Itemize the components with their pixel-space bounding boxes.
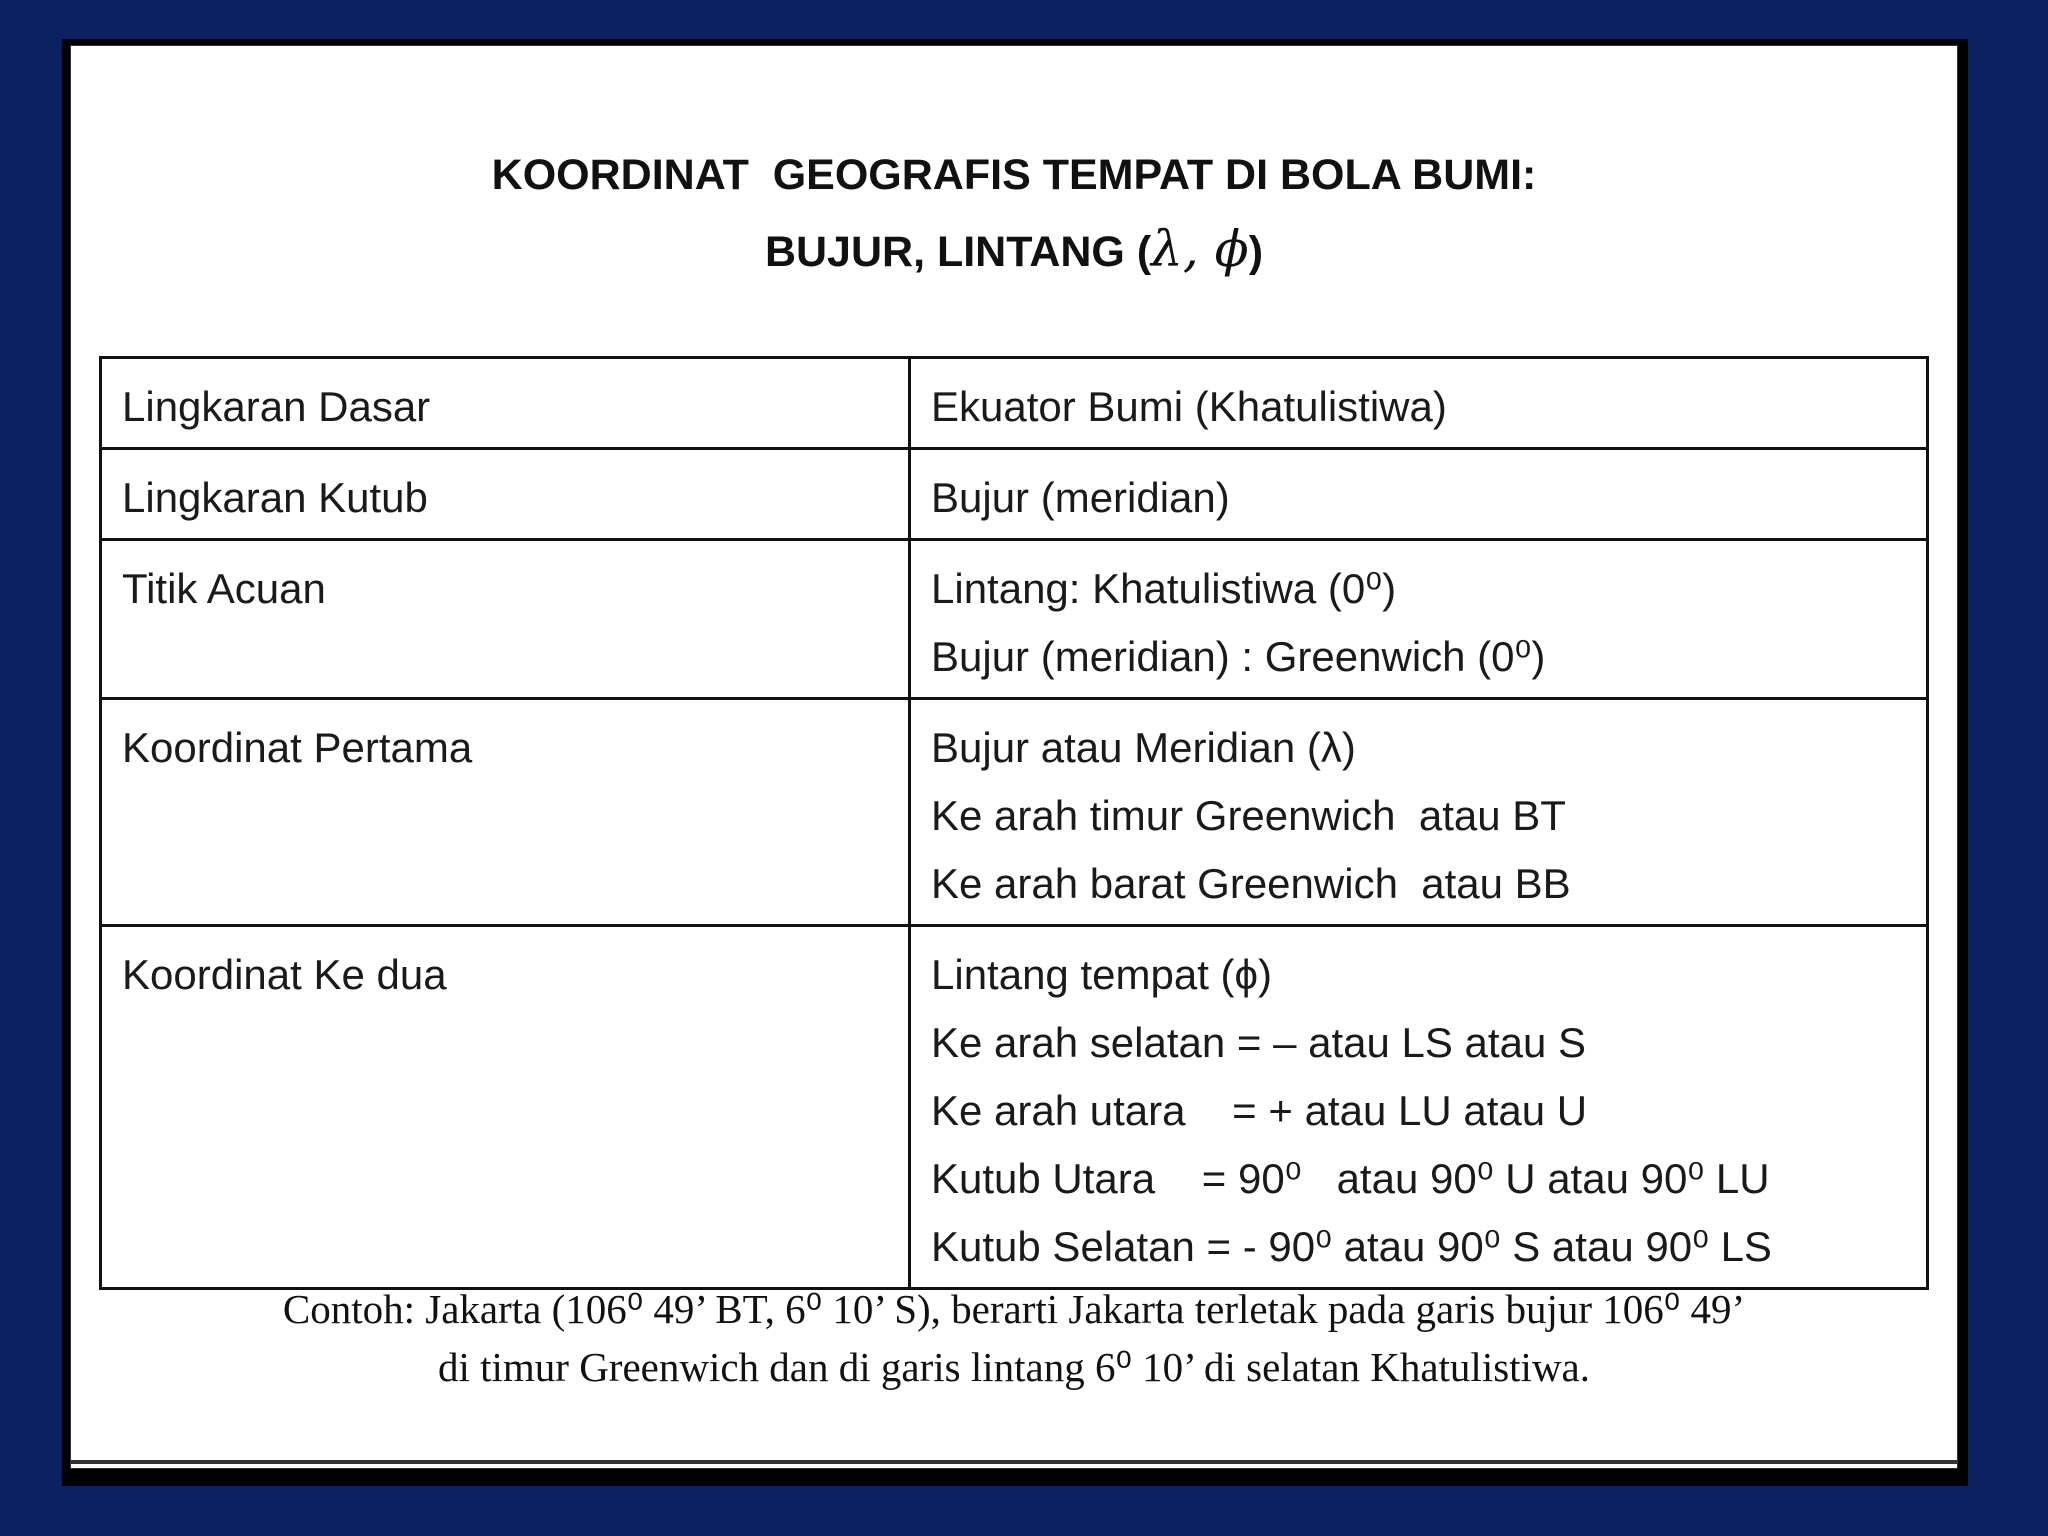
row-value: [910, 699, 1928, 926]
value-line: Kutub Utara = 90⁰ atau 90⁰ U atau 90⁰ LU: [931, 1155, 1770, 1202]
value-line: Kutub Selatan = - 90⁰ atau 90⁰ S atau 90⁰ LS: [931, 1223, 1772, 1270]
row-label: Lingkaran Dasar: [101, 358, 910, 449]
value-line: Ke arah utara = + atau LU atau U: [931, 1087, 1588, 1134]
row-value: [910, 449, 1928, 540]
row-value: [910, 358, 1928, 449]
row-label: Lingkaran Kutub: [101, 449, 910, 540]
row-value: [910, 926, 1928, 1289]
slide: [70, 45, 1958, 1469]
value-line: Ke arah timur Greenwich atau BT: [931, 792, 1566, 839]
row-label: Koordinat Ke dua: [101, 926, 910, 1289]
value-line: Lintang tempat (ϕ): [931, 951, 1273, 998]
table-row: [101, 540, 1928, 699]
value-line: Ke arah selatan = – atau LS atau S: [931, 1019, 1586, 1066]
table-row: [101, 926, 1928, 1289]
value-line: Ekuator Bumi (Khatulistiwa): [931, 383, 1447, 430]
example-note: [71, 1280, 1957, 1396]
row-value: [910, 540, 1928, 699]
example-line-1: Contoh: Jakarta (106⁰ 49’ BT, 6⁰ 10’ S), berarti Jakarta terletak pada garis bujur 106⁰ 49’: [282, 1286, 1746, 1332]
title-line-2: [71, 212, 1957, 289]
slide-bottom-border: [70, 1460, 1958, 1464]
row-label: Koordinat Pertama: [101, 699, 910, 926]
value-line: Lintang: Khatulistiwa (0⁰): [931, 565, 1397, 612]
value-line: Ke arah barat Greenwich atau BB: [931, 860, 1571, 907]
title-line-2-text: BUJUR, LINTANG (: [764, 228, 1152, 276]
value-line: Bujur (meridian) : Greenwich (0⁰): [931, 633, 1546, 680]
title-symbols: λ, ϕ: [1151, 220, 1249, 278]
title-line-1: KOORDINAT GEOGRAFIS TEMPAT DI BOLA BUMI:: [491, 151, 1537, 199]
table-row: [101, 699, 1928, 926]
example-line-2: di timur Greenwich dan di garis lintang 6⁰ 10’ di selatan Khatulistiwa.: [437, 1344, 1591, 1390]
table-row: [101, 358, 1928, 449]
value-line: Bujur atau Meridian (λ): [931, 724, 1356, 771]
value-line: Bujur (meridian): [931, 474, 1230, 521]
row-label: Titik Acuan: [101, 540, 910, 699]
slide-title: [71, 138, 1957, 289]
coordinate-table: [99, 356, 1929, 1290]
table-row: [101, 449, 1928, 540]
title-line-2-close: ): [1248, 228, 1264, 276]
